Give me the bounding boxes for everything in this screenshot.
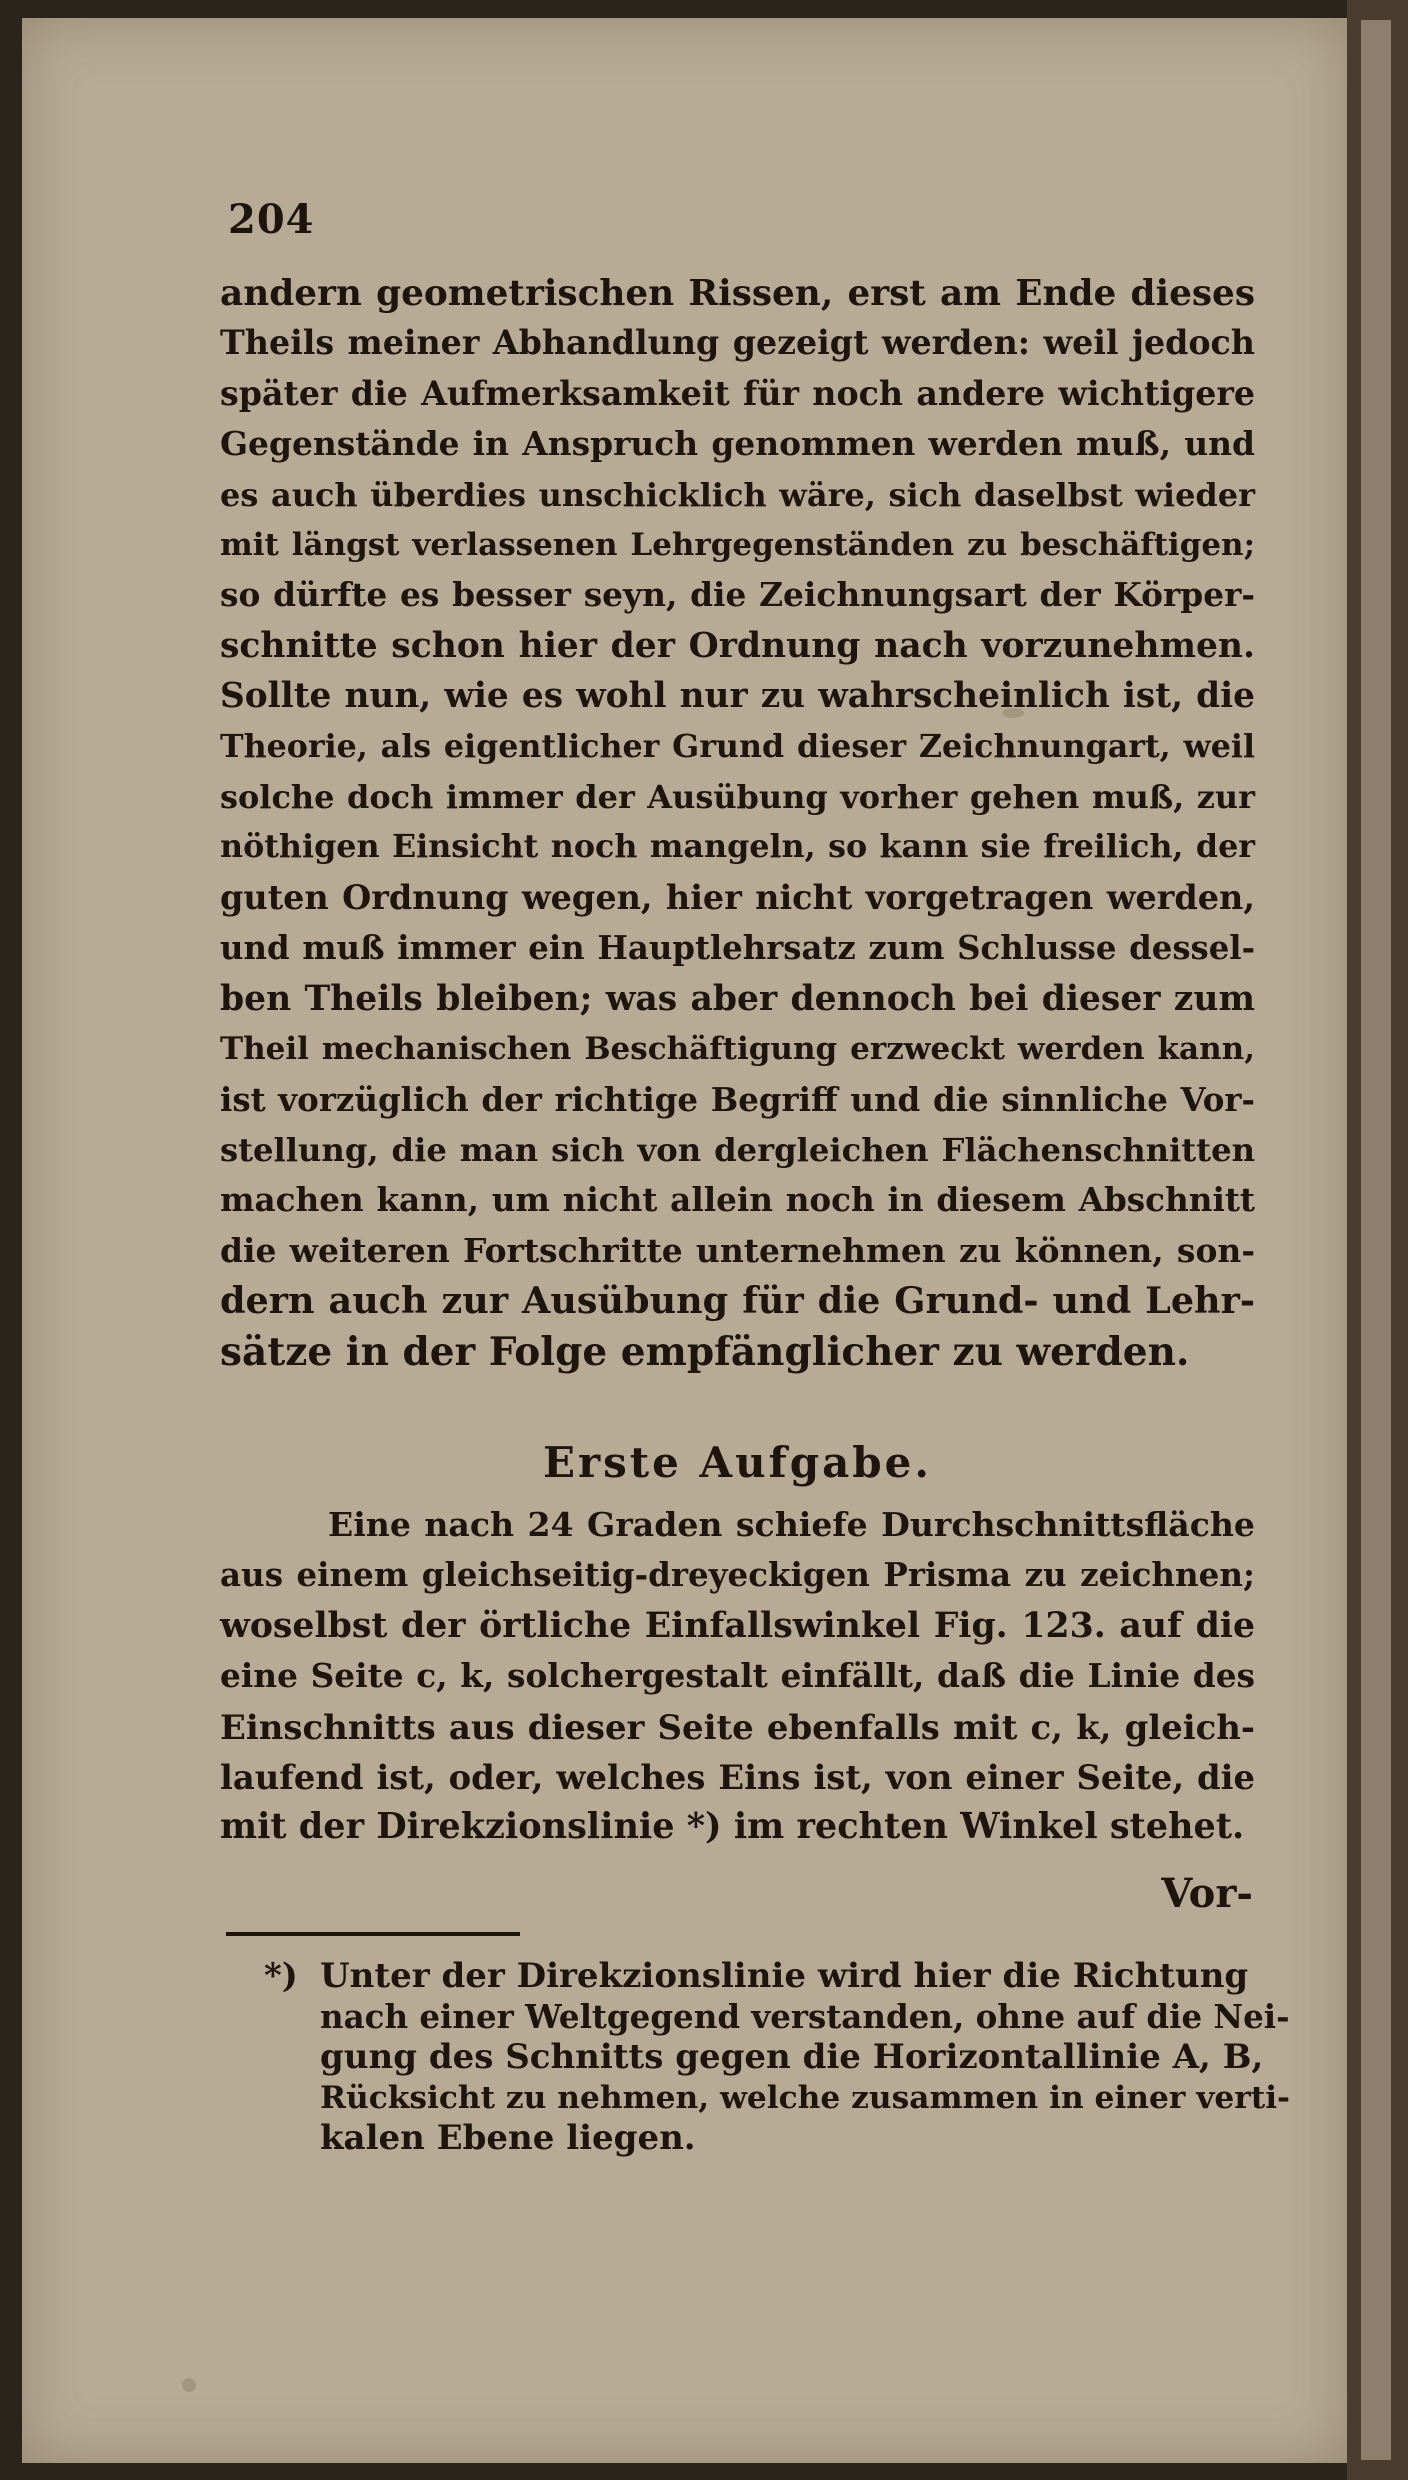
footnote <box>264 1956 1291 2159</box>
text-line: die weiteren Fortschritte unternehmen zu können, son- <box>220 1230 1255 1270</box>
body-paragraph <box>220 268 1255 1377</box>
text-line: Sollte nun, wie es wohl nur zu wahrscheinlich ist, die <box>220 676 1255 717</box>
text-line: schnitte schon hier der Ordnung nach vorzunehmen. <box>220 625 1255 666</box>
paper-stain <box>182 2378 196 2392</box>
text-line: Theils meiner Abhandlung gezeigt werden: weil jedoch <box>220 323 1255 363</box>
task-paragraph <box>220 1500 1255 1853</box>
catchword: Vor- <box>1161 1870 1253 1917</box>
footnote-marker: *) <box>264 1956 298 1996</box>
text-line: andern geometrischen Rissen, erst am Ende dieses <box>220 272 1255 314</box>
page-number: 204 <box>228 196 315 243</box>
text-line: aus einem gleichseitig-dreyeckigen Prisma zu zeichnen; <box>220 1555 1255 1595</box>
text-line: ist vorzüglich der richtige Begriff und die sinnliche Vor- <box>220 1080 1255 1119</box>
footnote-line: Rücksicht zu nehmen, welche zusammen in einer verti- <box>320 2079 1291 2116</box>
footnote-rule <box>226 1932 520 1936</box>
adjacent-page-sliver <box>1361 20 1391 2460</box>
footnote-line: Unter der Direkzionslinie wird hier die Richtung <box>320 1956 1249 1996</box>
text-line: Einschnitts aus dieser Seite ebenfalls mit c, k, gleich- <box>220 1706 1255 1747</box>
text-line: nöthigen Einsicht noch mangeln, so kann sie freilich, der <box>220 828 1255 866</box>
section-heading: Erste Aufgabe. <box>542 1438 932 1487</box>
footnote-line: nach einer Weltgegend verstanden, ohne auf die Nei- <box>320 1996 1290 2036</box>
text-line: Gegenstände in Anspruch genommen werden muß, und <box>220 424 1255 464</box>
text-line: solche doch immer der Ausübung vorher gehen muß, zur <box>220 778 1255 817</box>
text-line: dern auch zur Ausübung für die Grund- und Lehr- <box>220 1279 1255 1323</box>
adjacent-page-edge <box>1347 0 1408 2480</box>
text-line: mit der Direkzionslinie *) im rechten Winkel stehet. <box>220 1806 1245 1848</box>
text-line: und muß immer ein Hauptlehrsatz zum Schlusse dessel- <box>220 929 1255 968</box>
text-line: machen kann, um nicht allein noch in diesem Abschnitt <box>220 1180 1255 1220</box>
text-line: Eine nach 24 Graden schiefe Durchschnittsfläche <box>328 1505 1255 1544</box>
text-line: Theil mechanischen Beschäftigung erzweckt werden kann, <box>220 1031 1255 1068</box>
text-line: sätze in der Folge empfänglicher zu werden. <box>220 1328 1190 1375</box>
text-line: später die Aufmerksamkeit für noch andere wichtigere <box>220 373 1255 413</box>
text-line: woselbst der örtliche Einfallswinkel Fig. 123. auf die <box>220 1604 1255 1646</box>
text-line: eine Seite c, k, solchergestalt einfällt, daß die Linie des <box>220 1656 1255 1696</box>
text-line: Theorie, als eigentlicher Grund dieser Zeichnungart, weil <box>220 727 1255 765</box>
text-line: stellung, die man sich von dergleichen Flächenschnitten <box>220 1130 1255 1169</box>
footnote-line: gung des Schnitts gegen die Horizontallinie A, B, <box>320 2037 1264 2077</box>
text-line: so dürfte es besser seyn, die Zeichnungsart der Körper- <box>220 575 1255 615</box>
text-line: mit längst verlassenen Lehrgegenständen zu beschäftigen; <box>220 527 1255 564</box>
text-line: es auch überdies unschicklich wäre, sich daselbst wieder <box>220 475 1255 514</box>
text-line: laufend ist, oder, welches Eins ist, von einer Seite, die <box>220 1757 1255 1798</box>
footnote-body <box>264 1956 1291 2159</box>
text-line: ben Theils bleiben; was aber dennoch bei dieser zum <box>220 978 1255 1019</box>
footnote-line: kalen Ebene liegen. <box>320 2118 696 2158</box>
text-line: guten Ordnung wegen, hier nicht vorgetragen werden, <box>220 877 1255 917</box>
